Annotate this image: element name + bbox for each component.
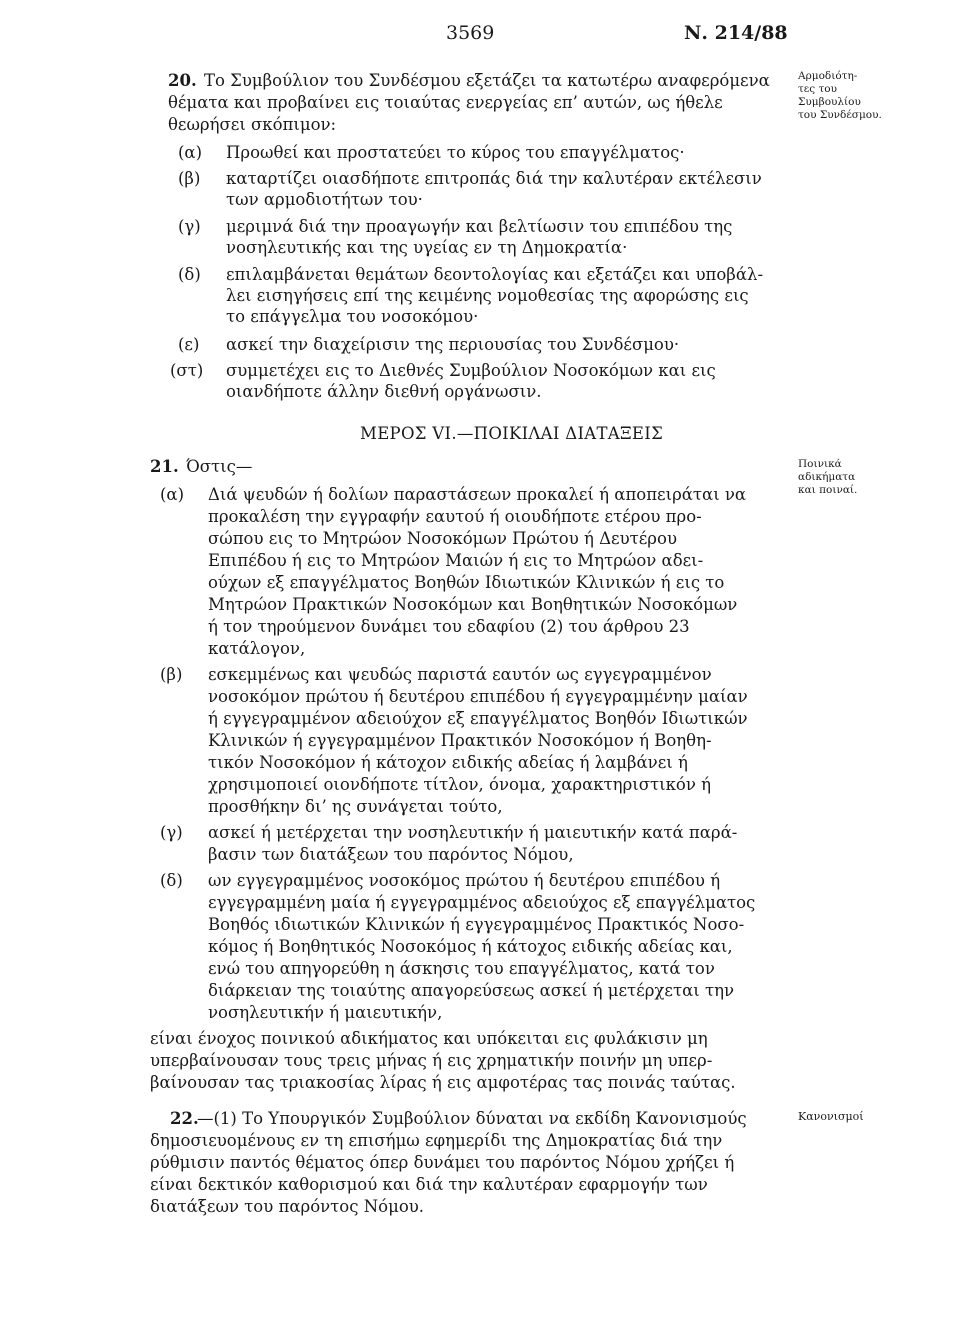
section-21-penalty: βαίνουσαν τας τριακοσίας λίρας ή εις αμφοτέρας τας ποινάς ταύτας. (150, 1073, 736, 1092)
item-text: συμμετέχει εις το Διεθνές Συμβούλιον Νοσοκόμων και εις (226, 361, 716, 380)
item-text: ασκεί την διαχείρισιν της περιουσίας του Συνδέσμου· (226, 335, 680, 354)
item-text: ή εγγεγραμμένον αδειούχον εξ επαγγέλματος Βοηθόν Ιδιωτικών (208, 709, 748, 728)
item-text: νοσηλευτικήν ή μαιευτικήν, (208, 1003, 443, 1022)
item-text: χρησιμοποιεί οιονδήποτε τίτλον, όνομα, χαρακτηριστικόν ή (208, 775, 712, 794)
item-text: οιανδήποτε άλλην διεθνή οργάνωσιν. (226, 382, 542, 401)
section-21-penalty: είναι ένοχος ποινικού αδικήματος και υπόκειται εις φυλάκισιν μη (150, 1029, 708, 1048)
item-text: ή τον τηρούμενον δυνάμει του εδαφίου (2) του άρθρου 23 (208, 617, 690, 636)
item-label: (δ) (178, 265, 201, 284)
section-22-number: 22. (170, 1109, 199, 1128)
item-label: (α) (160, 485, 185, 504)
section-20-line: θεωρήσει σκόπιμον: (168, 115, 337, 134)
item-text: ενώ του απηγορεύθη η άσκησις του επαγγέλματος, κατά τον (208, 959, 715, 978)
item-text: προσθήκην δι’ ης συνάγεται τούτο, (208, 797, 503, 816)
item-label: (στ) (170, 361, 204, 380)
item-text: λει εισηγήσεις επί της κειμένης νομοθεσίας της αφορώσης εις (226, 286, 749, 305)
item-text: Διά ψευδών ή δολίων παραστάσεων προκαλεί ή αποπειράται να (208, 485, 747, 504)
item-text: ων εγγεγραμμένος νοσοκόμος πρώτου ή δευτέρου επιπέδου ή (208, 871, 721, 890)
item-label: (γ) (178, 217, 201, 236)
item-text: προκαλέση την εγγραφήν εαυτού ή οιουδήποτε ετέρου προ- (208, 507, 702, 526)
item-text: εγγεγραμμένη μαία ή εγγεγραμμένος αδειούχος εξ επαγγέλματος (208, 893, 756, 912)
section-22-line: ρύθμισιν παντός θέματος όπερ δυνάμει του παρόντος Νόμου χρήζει ή (150, 1153, 735, 1172)
item-label: (ε) (178, 335, 200, 354)
item-text: Προωθεί και προστατεύει το κύρος του επαγγέλματος· (226, 143, 685, 162)
section-22-line: διατάξεων του παρόντος Νόμου. (150, 1197, 425, 1216)
margin-note-section-21: Ποινικά αδικήματα και ποιναί. (798, 458, 858, 496)
item-text: εσκεμμένως και ψευδώς παριστά εαυτόν ως εγγεγραμμένον (208, 665, 712, 684)
margin-note-section-20: Αρμοδιότη- τες του Συμβουλίου του Συνδέσμου. (798, 70, 882, 121)
section-21-penalty: υπερβαίνουσαν τους τρεις μήνας ή εις χρηματικήν ποινήν μη υπερ- (150, 1051, 713, 1070)
item-text: Μητρώον Πρακτικών Νοσοκόμων και Βοηθητικών Νοσοκόμων (208, 595, 738, 614)
item-text: καταρτίζει οιασδήποτε επιτροπάς διά την καλυτέραν εκτέλεσιν (226, 169, 762, 188)
item-label: (γ) (160, 823, 183, 842)
section-20-number: 20. (168, 71, 197, 90)
item-text: διάρκειαν της τοιαύτης απαγορεύσεως ασκεί ή μετέρχεται την (208, 981, 734, 1000)
page-number: 3569 (446, 22, 495, 44)
item-label: (β) (178, 169, 201, 188)
item-text: μεριμνά διά την προαγωγήν και βελτίωσιν του επιπέδου της (226, 217, 733, 236)
item-label: (α) (178, 143, 203, 162)
item-text: των αρμοδιοτήτων του· (226, 190, 423, 209)
item-text: το επάγγελμα του νοσοκόμου· (226, 307, 479, 326)
item-text: ασκεί ή μετέρχεται την νοσηλευτικήν ή μαιευτικήν κατά παρά- (208, 823, 738, 842)
part-title: ΜΕΡΟΣ VI.—ΠΟΙΚΙΛΑΙ ΔΙΑΤΑΞΕΙΣ (360, 424, 664, 443)
section-22-line: είναι δεκτικόν καθορισμού και διά την καλυτέραν εφαρμογήν των (150, 1175, 708, 1194)
item-text: κατάλογον, (208, 639, 306, 658)
item-text: νοσηλευτικής και της υγείας εν τη Δημοκρατία· (226, 238, 628, 257)
item-text: ούχων εξ επαγγέλματος Βοηθών Ιδιωτικών Κλινικών ή εις το (208, 573, 725, 592)
section-20-line: θέματα και προβαίνει εις τοιαύτας ενεργείας επ’ αυτών, ως ήθελε (168, 93, 723, 112)
section-20-line: Το Συμβούλιον του Συνδέσμου εξετάζει τα κατωτέρω αναφερόμενα (204, 71, 770, 90)
item-text: κόμος ή Βοηθητικός Νοσοκόμος ή κάτοχος ειδικής αδείας και, (208, 937, 733, 956)
item-label: (β) (160, 665, 183, 684)
section-22-line: δημοσιευομένους εν τη επισήμω εφημερίδι της Δημοκρατίας διά την (150, 1131, 723, 1150)
item-text: τικόν Νοσοκόμον ή κάτοχον ειδικής αδείας ή λαμβάνει ή (208, 753, 688, 772)
item-text: Βοηθός ιδιωτικών Κλινικών ή εγγεγραμμένος Πρακτικός Νοσο- (208, 915, 745, 934)
item-text: επιλαμβάνεται θεμάτων δεοντολογίας και εξετάζει και υποβάλ- (226, 265, 764, 284)
section-22-line: —(1) Το Υπουργικόν Συμβούλιον δύναται να εκδίδη Κανονισμούς (197, 1109, 747, 1128)
item-text: Κλινικών ή εγγεγραμμένον Πρακτικόν Νοσοκόμον ή Βοηθη- (208, 731, 712, 750)
section-21-intro: Όστις— (186, 457, 253, 476)
section-21-number: 21. (150, 457, 179, 476)
item-label: (δ) (160, 871, 183, 890)
margin-note-section-22: Κανονισμοί (798, 1110, 864, 1123)
item-text: Επιπέδου ή εις το Μητρώον Μαιών ή εις το Μητρώον αδει- (208, 551, 704, 570)
item-text: νοσοκόμον πρώτου ή δευτέρου επιπέδου ή εγγεγραμμένην μαίαν (208, 687, 748, 706)
item-text: βασιν των διατάξεων του παρόντος Νόμου, (208, 845, 574, 864)
law-reference: Ν. 214/88 (684, 22, 788, 44)
item-text: σώπου εις το Μητρώον Νοσοκόμων Πρώτου ή Δευτέρου (208, 529, 677, 548)
